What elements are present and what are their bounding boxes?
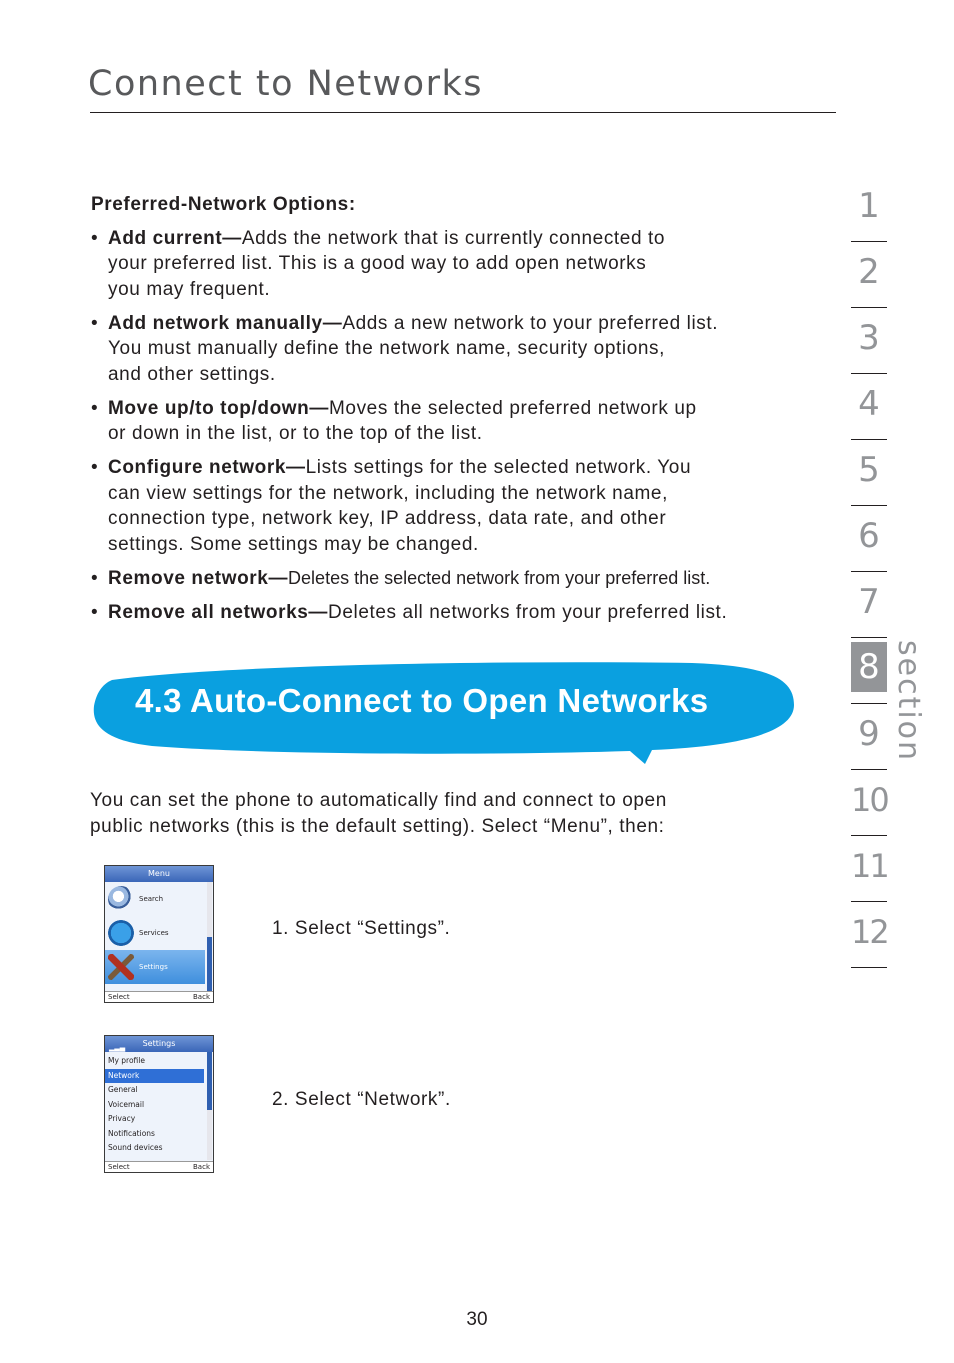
list-item-privacy: Privacy [108, 1114, 136, 1123]
section-side-label: section [891, 640, 926, 763]
list-item-my-profile: My profile [108, 1056, 145, 1065]
page-number: 30 [466, 1309, 488, 1330]
list-item-voicemail: Voicemail [108, 1099, 145, 1109]
menu-item-label: Search [139, 895, 164, 903]
list-item-network: Network [105, 1069, 204, 1084]
phone-screen-menu [104, 865, 214, 1003]
section-tab-9 [851, 704, 887, 770]
section-tab-number: 1 [858, 186, 880, 226]
menu-item-search [105, 882, 213, 916]
bullet-dot: • [91, 601, 99, 623]
list-item-sound-devices: Sound devices [108, 1143, 163, 1152]
left-softkey: Select [108, 993, 130, 1001]
bullet-term: Add network manually— [108, 312, 343, 334]
phone-screen-settings [104, 1035, 214, 1173]
section-tabs [851, 176, 887, 968]
bullet-move-up-down [91, 396, 811, 447]
section-tab-10 [851, 770, 887, 836]
menu-item-label: Settings [139, 963, 168, 971]
menu-item-services [105, 916, 213, 950]
options-heading: Preferred-Network Options: [91, 194, 356, 215]
bullet-dot: • [91, 457, 99, 478]
bullet-description: Deletes all networks from your preferred list. [328, 601, 728, 623]
section-tab-number: 6 [858, 516, 880, 556]
bullet-term: Remove network— [108, 567, 289, 589]
tab-rule [851, 967, 887, 968]
signal-icon: ▂▃▄ [109, 1044, 126, 1052]
bullet-remove-network [91, 566, 811, 592]
section-tab-number: 11 [851, 847, 888, 885]
right-softkey: Back [193, 1163, 210, 1171]
bullet-add-current [91, 226, 811, 303]
list-item-general: General [108, 1085, 138, 1094]
section-tab-number: 10 [851, 781, 888, 819]
section-tab-2 [851, 242, 887, 308]
bullet-term: Add current— [108, 227, 242, 249]
magnifier-icon [108, 886, 134, 912]
bullet-description: Lists settings for the selected network. You can view settings for the network, including the network name, connection type, network key, IP address, data rate, and other settings. Some settings may be changed. [108, 457, 692, 555]
intro-paragraph: You can set the phone to automatically find and connect to open public networks (this is the default setting). Select “Menu”, then: [90, 790, 667, 837]
bullet-term: Configure network— [108, 457, 306, 478]
bullet-term: Move up/to top/down— [108, 397, 329, 419]
scrollbar [207, 1052, 212, 1160]
softkey-bar [105, 1161, 213, 1172]
softkey-bar [105, 991, 213, 1002]
step-2-text: 2. Select “Network”. [272, 1089, 451, 1110]
bullet-dot: • [91, 397, 99, 419]
bullet-dot: • [91, 312, 99, 334]
section-tab-3 [851, 308, 887, 374]
bullet-description: Adds the network that is currently connected to your preferred list. This is a good way to add open networks you may frequent. [108, 227, 666, 300]
section-tab-number: 9 [858, 714, 880, 754]
bullet-dot: • [91, 567, 99, 589]
settings-list [105, 1052, 213, 1156]
screen-title-bar [105, 1036, 213, 1052]
bullet-configure-network [91, 455, 811, 557]
screen-title-bar [105, 866, 213, 882]
section-tab-7 [851, 572, 887, 638]
screen-title: Settings [142, 1039, 176, 1048]
section-tab-number: 5 [858, 450, 880, 490]
section-tab-5 [851, 440, 887, 506]
section-tab-1 [851, 176, 887, 242]
bullet-description: Adds a new network to your preferred list. You must manually define the network name, security options, and other settings. [108, 312, 719, 385]
section-tab-8-active [851, 638, 887, 704]
section-title: 4.3 Auto-Connect to Open Networks [135, 682, 709, 719]
section-tab-12 [851, 902, 887, 968]
list-item-notifications: Notifications [108, 1128, 155, 1138]
screen-title: Menu [148, 869, 170, 878]
menu-item-label: Services [139, 929, 169, 937]
scrollbar [207, 882, 212, 990]
header-divider [90, 112, 836, 113]
bullet-description: Deletes the selected network from your preferred list. [288, 567, 711, 588]
right-softkey: Back [193, 993, 210, 1001]
page-header-title: Connect to Networks [88, 64, 483, 104]
bullet-term: Remove all networks— [108, 601, 329, 623]
section-tab-4 [851, 374, 887, 440]
step-1-text: 1. Select “Settings”. [272, 918, 451, 939]
section-tab-number: 12 [851, 913, 888, 951]
menu-item-settings [105, 950, 205, 984]
section-tab-number: 4 [858, 384, 880, 424]
left-softkey: Select [108, 1163, 130, 1171]
tools-icon [108, 954, 134, 980]
bullet-dot: • [91, 227, 99, 249]
section-tab-number: 8 [851, 642, 887, 692]
section-tab-11 [851, 836, 887, 902]
section-tab-number: 7 [858, 582, 880, 622]
scrollbar-thumb [207, 1052, 212, 1110]
scrollbar-thumb [207, 937, 212, 997]
section-tab-number: 3 [858, 318, 880, 358]
bullet-remove-all-networks [91, 600, 811, 626]
bullet-add-network-manually [91, 311, 811, 388]
preferred-network-options [91, 192, 811, 634]
bullet-description: Moves the selected preferred network up or down in the list, or to the top of the list. [108, 397, 697, 444]
section-tab-6 [851, 506, 887, 572]
skype-icon [108, 920, 134, 946]
section-tab-number: 2 [858, 252, 880, 292]
section-heading-banner [92, 660, 797, 766]
